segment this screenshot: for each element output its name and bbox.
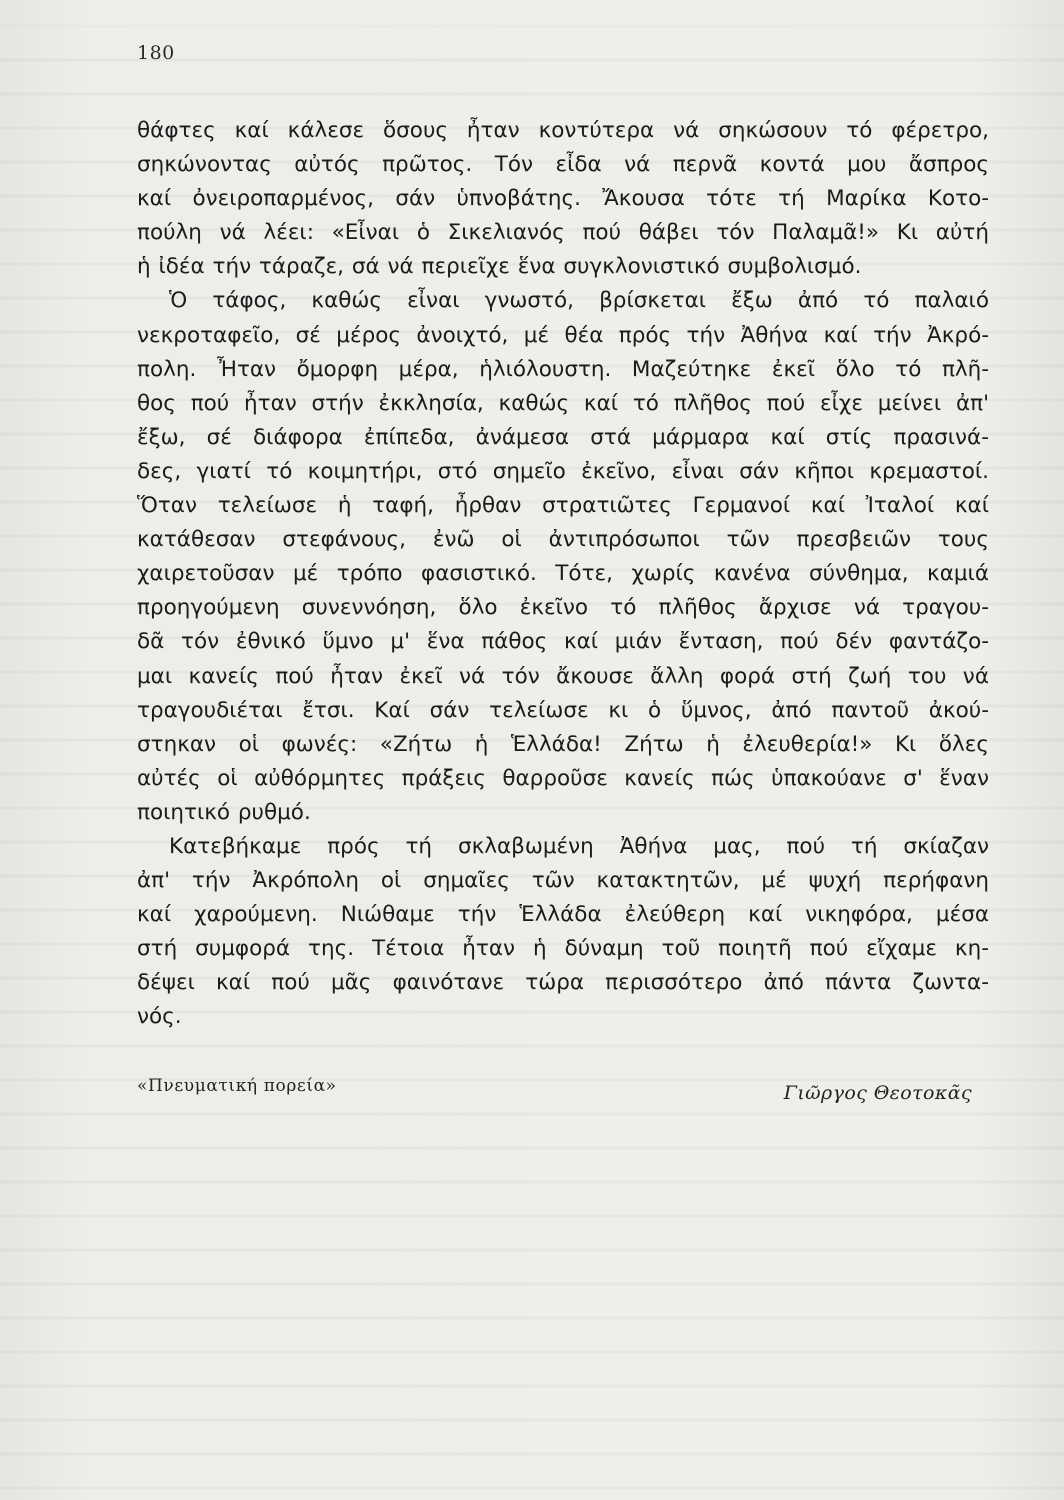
text-line: πολη. Ἦταν ὄμορφη μέρα, ἡλιόλουστη. Μαζεύτηκε ἐκεῖ ὅλο τό πλῆ-	[137, 356, 989, 382]
paragraph	[137, 284, 989, 830]
text-line: χαιρετοῦσαν μέ τρόπο φασιστικό. Τότε, χωρίς κανένα σύνθημα, καμιά	[137, 561, 989, 587]
text-line: σηκώνοντας αὐτός πρῶτος. Τόν εἶδα νά περνᾶ κοντά μου ἄσπρος	[137, 152, 989, 178]
text-line: ἔξω, σέ διάφορα ἐπίπεδα, ἀνάμεσα στά μάρμαρα καί στίς πρασινά-	[137, 424, 989, 450]
text-line: κατάθεσαν στεφάνους, ἐνῶ οἱ ἀντιπρόσωποι τῶν πρεσβειῶν τους	[137, 527, 989, 553]
text-line: Κατεβήκαμε πρός τή σκλαβωμένη Ἀθήνα μας, πού τή σκίαζαν	[169, 833, 989, 859]
text-line: ἡ ἰδέα τήν τάραζε, σά νά περιεῖχε ἕνα συγκλονιστικό συμβολισμό.	[137, 254, 862, 280]
text-line: δες, γιατί τό κοιμητήρι, στό σημεῖο ἐκεῖνο, εἶναι σάν κῆποι κρεμαστοί.	[137, 458, 989, 484]
text-line: στή συμφορά της. Τέτοια ἦταν ἡ δύναμη τοῦ ποιητῆ πού εἴχαμε κη-	[137, 936, 989, 962]
text-line: ποιητικό ρυθμό.	[137, 799, 311, 825]
text-line: δᾶ τόν ἐθνικό ὕμνο μ' ἕνα πάθος καί μιάν ἔνταση, πού δέν φαντάζο-	[137, 629, 989, 655]
text-line: Ὅταν τελείωσε ἡ ταφή, ἦρθαν στρατιῶτες Γερμανοί καί Ἰταλοί καί	[137, 493, 989, 519]
text-line: μαι κανείς πού ἦταν ἐκεῖ νά τόν ἄκουσε ἄλλη φορά στή ζωή του νά	[137, 663, 989, 689]
text-line: προηγούμενη συνεννόηση, ὅλο ἐκεῖνο τό πλῆθος ἄρχισε νά τραγου-	[137, 595, 989, 621]
text-line: καί χαρούμενη. Νιώθαμε τήν Ἑλλάδα ἐλεύθερη καί νικηφόρα, μέσα	[137, 902, 989, 928]
paragraph	[137, 830, 989, 1035]
author-signature: Γιῶργος Θεοτοκᾶς	[783, 1082, 972, 1104]
page-number: 180	[137, 42, 175, 64]
text-line: δέψει καί πού μᾶς φαινότανε τώρα περισσότερο ἀπό πάντα ζωντα-	[137, 970, 989, 996]
text-line: πούλη νά λέει: «Εἶναι ὁ Σικελιανός πού θάβει τόν Παλαμᾶ!» Κι αὐτή	[137, 220, 989, 246]
text-line: θάφτες καί κάλεσε ὅσους ἦταν κοντύτερα νά σηκώσουν τό φέρετρο,	[137, 118, 989, 143]
paragraphs	[137, 114, 989, 1035]
source-title: «Πνευματική πορεία»	[137, 1076, 337, 1096]
text-line: Ὁ τάφος, καθώς εἶναι γνωστό, βρίσκεται ἔξω ἀπό τό παλαιό	[169, 288, 989, 314]
paragraph	[137, 114, 989, 284]
text-line: καί ὀνειροπαρμένος, σάν ὑπνοβάτης. Ἄκουσα τότε τή Μαρίκα Κοτο-	[137, 186, 989, 212]
text-line: ἀπ' τήν Ἀκρόπολη οἱ σημαῖες τῶν κατακτητῶν, μέ ψυχή περήφανη	[137, 868, 989, 894]
text-line: στηκαν οἱ φωνές: «Ζήτω ἡ Ἑλλάδα! Ζήτω ἡ ἐλευθερία!» Κι ὅλες	[137, 731, 989, 757]
text-line: νός.	[137, 1004, 182, 1030]
body-text	[137, 114, 989, 1035]
footer	[137, 1076, 972, 1106]
text-line: νεκροταφεῖο, σέ μέρος ἀνοιχτό, μέ θέα πρός τήν Ἀθήνα καί τήν Ἀκρό-	[137, 322, 989, 348]
text-line: θος πού ἦταν στήν ἐκκλησία, καθώς καί τό πλῆθος πού εἶχε μείνει ἀπ'	[137, 390, 989, 416]
text-line: αὐτές οἱ αὐθόρμητες πράξεις θαρροῦσε κανείς πώς ὑπακούανε σ' ἕναν	[137, 765, 989, 791]
text-line: τραγουδιέται ἔτσι. Καί σάν τελείωσε κι ὁ ὕμνος, ἀπό παντοῦ ἀκού-	[137, 697, 989, 723]
